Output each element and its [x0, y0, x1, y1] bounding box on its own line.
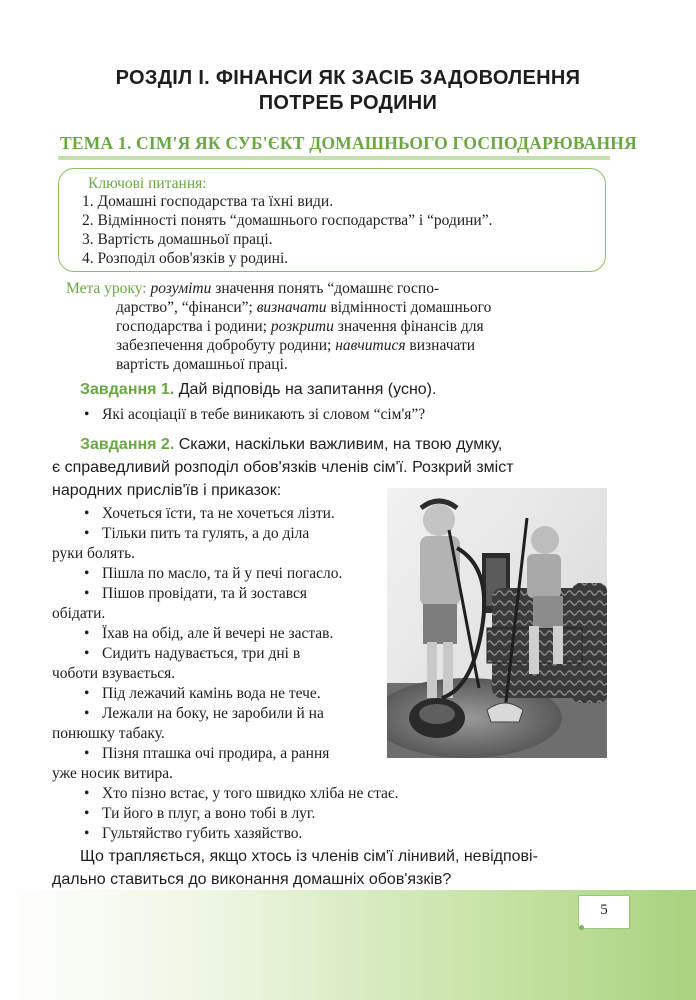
topic-title: ТЕМА 1. СІМ'Я ЯК СУБ'ЄКТ ДОМАШНЬОГО ГОСПОДАРЮВАННЯ — [60, 133, 637, 153]
proverb-item: • Лежали на боку, не заробили й на — [84, 705, 324, 722]
goal-verb: розуміти — [150, 280, 212, 297]
task2-label: Завдання 2. — [80, 436, 175, 453]
key-question-item: 3. Вартість домашньої праці. — [82, 231, 273, 248]
proverb-item: • Гультяйство губить хазяйство. — [84, 825, 303, 842]
topic-divider — [58, 156, 610, 160]
closing-question-line: дально ставиться до виконання домашніх обов'язків? — [52, 871, 452, 888]
proverb-item: • Їхав на обід, але й вечері не застав. — [84, 625, 334, 642]
task2-line: є справедливий розподіл обов'язків членів сім'ї. Розкрий зміст — [52, 459, 514, 476]
goal-text: господарства і родини; — [116, 318, 271, 335]
lesson-goal-line — [66, 280, 439, 298]
proverb-item: • Ти його в плуг, а воно тобі в луг. — [84, 805, 316, 822]
task2-line: народних прислів'їв і приказок: — [52, 482, 282, 499]
section-heading — [0, 66, 696, 116]
closing-question-line: Що трапляється, якщо хтось із членів сім'ї лінивий, невідпові- — [80, 848, 538, 865]
lesson-goal-line — [116, 337, 475, 355]
page-tab-dot — [579, 925, 584, 930]
proverb-item: • Тільки пить та гулять, а до діла — [84, 525, 310, 542]
lesson-goal-line: вартість домашньої праці. — [116, 356, 288, 373]
proverb-item: • Хочеться їсти, та не хочеться лізти. — [84, 505, 335, 522]
task1-text: Дай відповідь на запитання (усно). — [174, 381, 437, 398]
proverb-item: • Пізня пташка очі продира, а рання — [84, 745, 330, 762]
goal-text: забезпечення добробуту родини; — [116, 337, 336, 354]
task2-line — [80, 436, 502, 454]
lesson-goal-line — [116, 318, 484, 336]
page-number-tab — [578, 895, 630, 929]
task1 — [80, 381, 436, 399]
key-question-item: 1. Домашні господарства та їхні види. — [82, 193, 334, 210]
goal-text: визначати — [405, 337, 476, 354]
goal-verb: розкрити — [270, 318, 334, 335]
proverb-item: • Хто пізно встає, у того швидко хліба не стає. — [84, 785, 399, 802]
proverb-continuation: уже носик витира. — [52, 765, 174, 782]
goal-verb: визначати — [256, 299, 327, 316]
goal-verb: навчитися — [335, 337, 406, 354]
section-heading-line1: РОЗДІЛ І. ФІНАНСИ ЯК ЗАСІБ ЗАДОВОЛЕННЯ — [115, 67, 581, 89]
key-question-item: 4. Розподіл обов'язків у родині. — [82, 250, 289, 267]
lesson-goal-line — [116, 299, 491, 317]
proverb-item: • Пішов провідати, та й зостався — [84, 585, 307, 602]
task1-label: Завдання 1. — [80, 381, 175, 398]
proverb-continuation: руки болять. — [52, 545, 136, 562]
goal-text: відмінності домашнього — [326, 299, 492, 316]
key-question-item: 2. Відмінності понять “домашнього господарства” і “родини”. — [82, 212, 493, 229]
goal-text: значення фінансів для — [333, 318, 484, 335]
lesson-goal-label: Мета уроку: — [66, 280, 147, 297]
goal-text: дарство”, “фінанси”; — [116, 299, 257, 316]
task1-bullet-text: Які асоціації в тебе виникають зі словом “сім'я”? — [102, 406, 426, 423]
children-chores-photo — [387, 488, 607, 758]
proverb-continuation: чоботи взувається. — [52, 665, 176, 682]
section-heading-line2: ПОТРЕБ РОДИНИ — [258, 92, 438, 114]
goal-text: значення понять “домашнє госпо- — [211, 280, 440, 297]
page-number: 5 — [600, 902, 608, 918]
proverb-continuation: обідати. — [52, 605, 106, 622]
task1-bullet: • Які асоціації в тебе виникають зі словом “сім'я”? — [84, 406, 426, 423]
key-questions-heading: Ключові питання: — [88, 175, 207, 192]
proverb-continuation: понюшку табаку. — [52, 725, 165, 742]
proverb-item: • Пішла по масло, та й у печі погасло. — [84, 565, 343, 582]
task2-text: Скажи, наскільки важливим, на твою думку, — [174, 436, 503, 453]
proverb-item: • Під лежачий камінь вода не тече. — [84, 685, 321, 702]
proverb-item: • Сидить надувається, три дні в — [84, 645, 301, 662]
